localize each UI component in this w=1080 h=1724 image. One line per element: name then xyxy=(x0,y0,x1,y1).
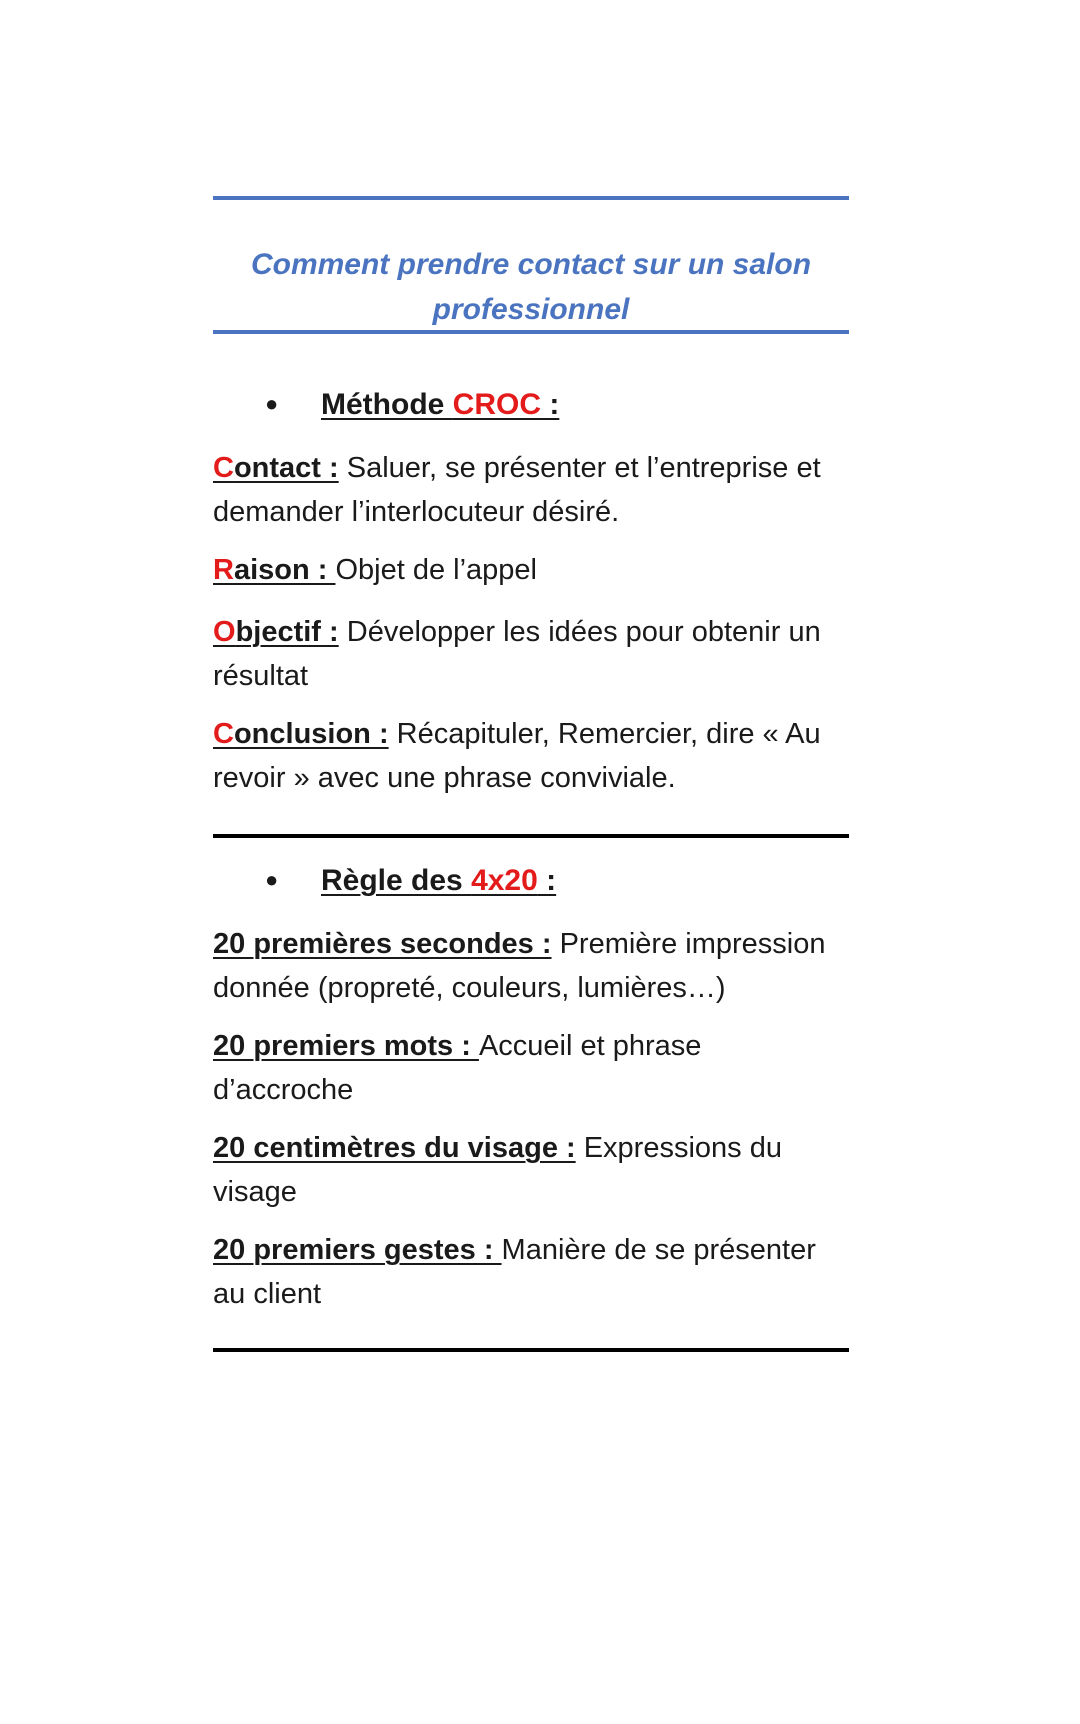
term-description: Première impression donnée (propreté, couleurs, lumières…) xyxy=(213,928,826,1004)
term-label: bjectif : xyxy=(235,616,339,648)
croc-raison xyxy=(213,548,849,592)
title-bottom-rule xyxy=(213,330,849,334)
term-label: ontact : xyxy=(233,452,339,484)
term-label: 20 premières secondes : xyxy=(213,928,552,960)
croc-objectif xyxy=(213,610,849,698)
term-label: onclusion : xyxy=(233,718,389,750)
term-label: 20 premiers mots : xyxy=(213,1030,479,1062)
rule-20-mots xyxy=(213,1024,849,1112)
term-label: aison : xyxy=(233,554,336,586)
term-initial: C xyxy=(213,718,234,750)
term-description: Développer les idées pour obtenir un résultat xyxy=(213,616,821,692)
section-heading-croc xyxy=(265,384,559,425)
heading-accent: CROC xyxy=(452,388,542,421)
croc-contact xyxy=(213,446,849,534)
term-description: Saluer, se présenter et l’entreprise et demander l’interlocuteur désiré. xyxy=(213,452,821,528)
rule-20-centimetres xyxy=(213,1126,849,1214)
heading-prefix: Règle des xyxy=(321,864,472,897)
term-description: Objet de l’appel xyxy=(335,554,537,586)
rule-20-gestes xyxy=(213,1228,849,1316)
croc-conclusion xyxy=(213,712,849,800)
term-description: Récapituler, Remercier, dire « Au revoir » avec une phrase conviviale. xyxy=(213,718,821,794)
heading-suffix: : xyxy=(537,864,557,897)
term-initial: C xyxy=(213,452,234,484)
heading-prefix: Méthode xyxy=(321,388,453,421)
bullet-icon: ● xyxy=(265,867,279,892)
document-title: Comment prendre contact sur un salon professionnel xyxy=(250,248,812,326)
title-top-rule xyxy=(213,196,849,200)
heading-accent: 4x20 xyxy=(471,864,538,897)
term-description: Expressions du visage xyxy=(213,1132,782,1208)
term-label: 20 centimètres du visage : xyxy=(213,1132,576,1164)
term-description: Manière de se présenter au client xyxy=(213,1234,816,1310)
rule-20-secondes xyxy=(213,922,849,1010)
term-label: 20 premiers gestes : xyxy=(213,1234,502,1266)
bottom-divider xyxy=(213,1348,849,1352)
term-initial: O xyxy=(213,616,236,648)
section-divider xyxy=(213,834,849,838)
term-description: Accueil et phrase d’accroche xyxy=(213,1030,702,1106)
heading-suffix: : xyxy=(541,388,560,421)
term-initial: R xyxy=(213,554,234,586)
bullet-icon: ● xyxy=(265,391,279,416)
section-heading-4x20 xyxy=(265,860,556,901)
